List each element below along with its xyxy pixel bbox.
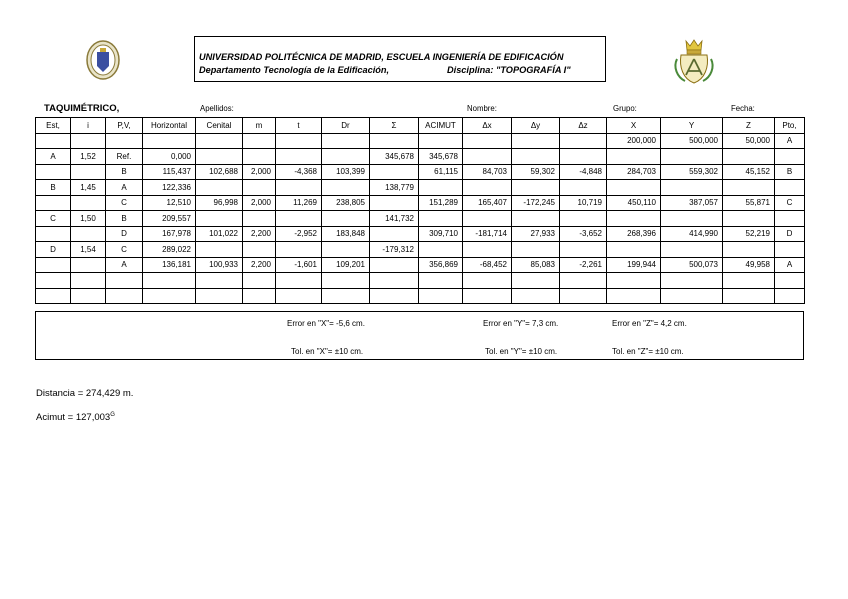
column-header: Σ: [370, 118, 419, 134]
table-cell: [419, 211, 463, 227]
table-cell: [463, 180, 512, 196]
table-cell: 102,688: [196, 164, 243, 180]
table-cell: 238,805: [322, 195, 370, 211]
table-cell: [322, 242, 370, 258]
table-cell: 289,022: [143, 242, 196, 258]
table-cell: [419, 242, 463, 258]
table-cell: [196, 288, 243, 304]
table-cell: 52,219: [723, 226, 775, 242]
table-cell: 27,933: [512, 226, 560, 242]
table-cell: [143, 273, 196, 289]
table-cell: [322, 149, 370, 165]
table-cell: [512, 288, 560, 304]
table-cell: 122,336: [143, 180, 196, 196]
table-cell: 55,871: [723, 195, 775, 211]
tolerance-z: Tol. en "Z"= ±10 cm.: [612, 347, 684, 356]
column-header: Y: [661, 118, 723, 134]
table-cell: [607, 242, 661, 258]
column-header: ACIMUT: [419, 118, 463, 134]
table-cell: [322, 273, 370, 289]
table-header-row: [36, 118, 805, 134]
table-cell: [775, 149, 805, 165]
tolerance-y: Tol. en "Y"= ±10 cm.: [485, 347, 558, 356]
fecha-label: Fecha:: [731, 104, 755, 113]
table-cell: [71, 226, 106, 242]
table-cell: 11,269: [276, 195, 322, 211]
table-cell: [243, 133, 276, 149]
table-cell: D: [775, 226, 805, 242]
table-cell: 109,201: [322, 257, 370, 273]
table-cell: 101,022: [196, 226, 243, 242]
nombre-label: Nombre:: [467, 104, 497, 113]
table-cell: 45,152: [723, 164, 775, 180]
grupo-label: Grupo:: [613, 104, 637, 113]
table-cell: [463, 133, 512, 149]
table-cell: -181,714: [463, 226, 512, 242]
table-cell: [243, 180, 276, 196]
table-cell: [36, 273, 71, 289]
table-cell: [36, 226, 71, 242]
table-cell: [560, 149, 607, 165]
table-cell: [36, 164, 71, 180]
azimuth-unit: G: [110, 412, 115, 418]
error-box: [35, 311, 804, 360]
table-cell: [775, 242, 805, 258]
table-cell: -2,952: [276, 226, 322, 242]
table-cell: 345,678: [419, 149, 463, 165]
table-cell: [243, 149, 276, 165]
distance-result: Distancia = 274,429 m.: [36, 388, 134, 399]
table-cell: 1,54: [71, 242, 106, 258]
column-header: t: [276, 118, 322, 134]
table-cell: [196, 149, 243, 165]
column-header: Cenital: [196, 118, 243, 134]
table-body: [36, 133, 805, 304]
table-cell: B: [36, 180, 71, 196]
table-cell: [775, 288, 805, 304]
tolerance-x: Tol. en "X"= ±10 cm.: [291, 347, 364, 356]
table-cell: [276, 133, 322, 149]
table-cell: 500,073: [661, 257, 723, 273]
table-cell: -68,452: [463, 257, 512, 273]
table-cell: [512, 133, 560, 149]
table-cell: [512, 180, 560, 196]
column-header: Z: [723, 118, 775, 134]
edificacion-logo: [671, 37, 717, 85]
table-cell: [661, 180, 723, 196]
table-cell: -1,601: [276, 257, 322, 273]
column-header: m: [243, 118, 276, 134]
table-cell: -3,652: [560, 226, 607, 242]
table-cell: [560, 180, 607, 196]
column-header: Horizontal: [143, 118, 196, 134]
table-cell: B: [106, 164, 143, 180]
error-y: Error en "Y"= 7,3 cm.: [483, 319, 559, 328]
table-cell: 59,302: [512, 164, 560, 180]
table-cell: [243, 242, 276, 258]
table-cell: [196, 273, 243, 289]
table-cell: [607, 211, 661, 227]
table-cell: 10,719: [560, 195, 607, 211]
table-cell: [196, 180, 243, 196]
table-cell: C: [106, 242, 143, 258]
table-cell: A: [775, 257, 805, 273]
azimuth-result: [36, 412, 115, 423]
table-cell: [243, 273, 276, 289]
table-cell: [463, 288, 512, 304]
table-cell: [276, 288, 322, 304]
header-discipline: Disciplina: "TOPOGRAFÍA I": [447, 65, 571, 75]
table-cell: [512, 273, 560, 289]
table-cell: 12,510: [143, 195, 196, 211]
table-cell: 165,407: [463, 195, 512, 211]
table-cell: [243, 288, 276, 304]
table-row: [36, 149, 805, 165]
table-cell: [36, 257, 71, 273]
table-cell: -179,312: [370, 242, 419, 258]
table-cell: B: [775, 164, 805, 180]
header-department-name: Departamento Tecnología de la Edificación,: [199, 65, 390, 75]
table-cell: [512, 211, 560, 227]
table-cell: [723, 242, 775, 258]
table-cell: [106, 288, 143, 304]
table-cell: [419, 180, 463, 196]
table-cell: [71, 288, 106, 304]
table-cell: 309,710: [419, 226, 463, 242]
table-cell: [463, 242, 512, 258]
table-cell: 96,998: [196, 195, 243, 211]
table-cell: [322, 288, 370, 304]
table-cell: [276, 242, 322, 258]
table-cell: [243, 211, 276, 227]
table-cell: [370, 257, 419, 273]
table-cell: [723, 273, 775, 289]
table-cell: [775, 180, 805, 196]
column-header: Est,: [36, 118, 71, 134]
table-cell: [560, 242, 607, 258]
table-cell: 183,848: [322, 226, 370, 242]
column-header: X: [607, 118, 661, 134]
table-row: [36, 273, 805, 289]
table-cell: 414,990: [661, 226, 723, 242]
table-cell: A: [775, 133, 805, 149]
table-cell: [370, 273, 419, 289]
table-cell: [723, 180, 775, 196]
table-row: [36, 257, 805, 273]
table-cell: 345,678: [370, 149, 419, 165]
table-cell: C: [775, 195, 805, 211]
table-cell: 2,200: [243, 226, 276, 242]
table-cell: 268,396: [607, 226, 661, 242]
column-header: Δy: [512, 118, 560, 134]
table-cell: [661, 242, 723, 258]
table-cell: [661, 211, 723, 227]
table-cell: [419, 288, 463, 304]
table-cell: [775, 211, 805, 227]
table-cell: Ref.: [106, 149, 143, 165]
table-cell: A: [106, 180, 143, 196]
table-cell: [607, 273, 661, 289]
table-cell: [276, 273, 322, 289]
table-cell: 200,000: [607, 133, 661, 149]
table-cell: 0,000: [143, 149, 196, 165]
table-cell: [607, 288, 661, 304]
table-cell: [607, 149, 661, 165]
table-cell: 85,083: [512, 257, 560, 273]
column-header: Δz: [560, 118, 607, 134]
table-cell: [512, 242, 560, 258]
table-cell: [143, 288, 196, 304]
table-cell: 2,000: [243, 164, 276, 180]
error-x: Error en "X"= -5,6 cm.: [287, 319, 365, 328]
error-z: Error en "Z"= 4,2 cm.: [612, 319, 687, 328]
table-cell: [71, 195, 106, 211]
table-cell: 1,50: [71, 211, 106, 227]
table-cell: [463, 149, 512, 165]
table-cell: [322, 211, 370, 227]
table-cell: [419, 273, 463, 289]
table-cell: 1,52: [71, 149, 106, 165]
table-row: [36, 133, 805, 149]
table-cell: 167,978: [143, 226, 196, 242]
column-header: P,V,: [106, 118, 143, 134]
table-cell: C: [36, 211, 71, 227]
table-cell: A: [106, 257, 143, 273]
table-cell: B: [106, 211, 143, 227]
table-cell: [106, 133, 143, 149]
table-cell: 103,399: [322, 164, 370, 180]
table-cell: [36, 288, 71, 304]
table-cell: [370, 133, 419, 149]
table-cell: [196, 242, 243, 258]
table-cell: -172,245: [512, 195, 560, 211]
table-cell: 2,200: [243, 257, 276, 273]
table-cell: [36, 133, 71, 149]
table-cell: [276, 211, 322, 227]
table-cell: 115,437: [143, 164, 196, 180]
table-cell: [723, 149, 775, 165]
table-cell: A: [36, 149, 71, 165]
column-header: Δx: [463, 118, 512, 134]
table-cell: [276, 149, 322, 165]
apellidos-label: Apellidos:: [200, 104, 234, 113]
table-cell: [661, 149, 723, 165]
table-cell: 2,000: [243, 195, 276, 211]
table-cell: 356,869: [419, 257, 463, 273]
table-cell: [370, 164, 419, 180]
table-row: [36, 242, 805, 258]
table-cell: [36, 195, 71, 211]
table-row: [36, 164, 805, 180]
table-cell: [322, 133, 370, 149]
table-cell: [370, 288, 419, 304]
table-cell: [512, 149, 560, 165]
table-cell: [143, 133, 196, 149]
table-cell: -2,261: [560, 257, 607, 273]
table-cell: [322, 180, 370, 196]
table-row: [36, 180, 805, 196]
table-row: [36, 226, 805, 242]
upm-logo: [86, 40, 120, 80]
table-cell: 138,779: [370, 180, 419, 196]
table-cell: 100,933: [196, 257, 243, 273]
header-department: [199, 64, 605, 77]
table-cell: 84,703: [463, 164, 512, 180]
table-cell: 50,000: [723, 133, 775, 149]
table-cell: 151,289: [419, 195, 463, 211]
header-box: [194, 36, 606, 82]
table-row: [36, 195, 805, 211]
table-cell: [723, 288, 775, 304]
table-cell: [723, 211, 775, 227]
table-cell: [71, 164, 106, 180]
table-cell: 209,557: [143, 211, 196, 227]
table-cell: 1,45: [71, 180, 106, 196]
table-cell: [463, 273, 512, 289]
table-cell: [560, 211, 607, 227]
table-cell: [71, 273, 106, 289]
table-row: [36, 211, 805, 227]
azimuth-value: Acimut = 127,003: [36, 412, 111, 424]
table-cell: [607, 180, 661, 196]
table-cell: [661, 273, 723, 289]
table-cell: [370, 195, 419, 211]
table-cell: 500,000: [661, 133, 723, 149]
table-cell: D: [36, 242, 71, 258]
table-cell: [463, 211, 512, 227]
table-cell: [419, 133, 463, 149]
table-cell: D: [106, 226, 143, 242]
table-cell: [196, 211, 243, 227]
table-row: [36, 288, 805, 304]
survey-table: [35, 117, 805, 304]
table-cell: -4,848: [560, 164, 607, 180]
table-cell: [370, 226, 419, 242]
table-cell: [775, 273, 805, 289]
table-cell: [276, 180, 322, 196]
table-cell: 141,732: [370, 211, 419, 227]
table-cell: [560, 273, 607, 289]
table-cell: 387,057: [661, 195, 723, 211]
column-header: Dr: [322, 118, 370, 134]
table-cell: C: [106, 195, 143, 211]
table-cell: [71, 257, 106, 273]
table-cell: [560, 133, 607, 149]
table-cell: [196, 133, 243, 149]
table-cell: 284,703: [607, 164, 661, 180]
table-cell: -4,368: [276, 164, 322, 180]
table-cell: [71, 133, 106, 149]
table-cell: 61,115: [419, 164, 463, 180]
table-cell: [106, 273, 143, 289]
sheet-title: TAQUIMÉTRICO,: [44, 103, 120, 114]
table-cell: 559,302: [661, 164, 723, 180]
table-cell: 49,958: [723, 257, 775, 273]
table-cell: 136,181: [143, 257, 196, 273]
table-cell: 450,110: [607, 195, 661, 211]
table-cell: 199,944: [607, 257, 661, 273]
column-header: i: [71, 118, 106, 134]
header-university: UNIVERSIDAD POLITÉCNICA DE MADRID, ESCUELA INGENIERÍA DE EDIFICACIÓN: [199, 52, 564, 62]
table-cell: [661, 288, 723, 304]
column-header: Pto,: [775, 118, 805, 134]
info-row: [38, 104, 804, 116]
table-cell: [560, 288, 607, 304]
